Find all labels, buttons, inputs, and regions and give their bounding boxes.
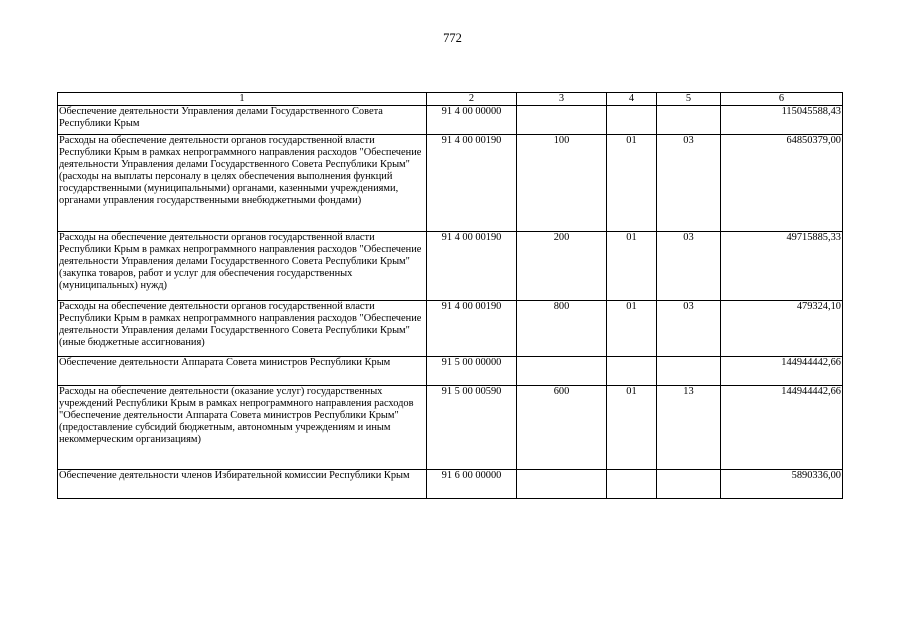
row-amount: 144944442,66 bbox=[721, 386, 843, 470]
row-target-code: 91 4 00 00190 bbox=[427, 232, 517, 301]
row-section: 01 bbox=[607, 135, 657, 232]
row-expense-type bbox=[517, 470, 607, 499]
row-section bbox=[607, 106, 657, 135]
row-expense-type: 200 bbox=[517, 232, 607, 301]
budget-table bbox=[57, 92, 843, 499]
table-row bbox=[58, 357, 843, 386]
row-expense-type: 600 bbox=[517, 386, 607, 470]
row-amount: 115045588,43 bbox=[721, 106, 843, 135]
table-row bbox=[58, 301, 843, 357]
table-row bbox=[58, 470, 843, 499]
row-subsection bbox=[657, 357, 721, 386]
row-section: 01 bbox=[607, 301, 657, 357]
row-amount: 144944442,66 bbox=[721, 357, 843, 386]
row-name: Расходы на обеспечение деятельности органов государственной власти Республики Крым в рамках непрограммного направления расходов "Обеспечение деятельности Управления делами Государственного Совета Республики Крым" (иные бюджетные ассигнования) bbox=[58, 301, 427, 357]
row-section bbox=[607, 470, 657, 499]
column-header-1: 1 bbox=[58, 93, 427, 106]
column-header-5: 5 bbox=[657, 93, 721, 106]
row-subsection bbox=[657, 470, 721, 499]
row-target-code: 91 4 00 00000 bbox=[427, 106, 517, 135]
row-expense-type: 800 bbox=[517, 301, 607, 357]
table-row bbox=[58, 386, 843, 470]
row-section bbox=[607, 357, 657, 386]
row-subsection: 13 bbox=[657, 386, 721, 470]
table-row bbox=[58, 106, 843, 135]
row-name: Обеспечение деятельности Управления делами Государственного Совета Республики Крым bbox=[58, 106, 427, 135]
row-name: Обеспечение деятельности членов Избирательной комиссии Республики Крым bbox=[58, 470, 427, 499]
table-row bbox=[58, 232, 843, 301]
row-target-code: 91 4 00 00190 bbox=[427, 135, 517, 232]
column-header-4: 4 bbox=[607, 93, 657, 106]
row-subsection: 03 bbox=[657, 301, 721, 357]
row-expense-type: 100 bbox=[517, 135, 607, 232]
table-row bbox=[58, 135, 843, 232]
column-header-2: 2 bbox=[427, 93, 517, 106]
column-header-3: 3 bbox=[517, 93, 607, 106]
row-amount: 479324,10 bbox=[721, 301, 843, 357]
row-expense-type bbox=[517, 106, 607, 135]
row-amount: 64850379,00 bbox=[721, 135, 843, 232]
row-name: Расходы на обеспечение деятельности (оказание услуг) государственных учреждений Республики Крым в рамках непрограммного направления расходов "Обеспечение деятельности Аппарата Совета министров Республики Крым" (предоставление субсидий бюджетным, автономным учреждениям и иным некоммерческим организациям) bbox=[58, 386, 427, 470]
row-target-code: 91 6 00 00000 bbox=[427, 470, 517, 499]
row-name: Обеспечение деятельности Аппарата Совета министров Республики Крым bbox=[58, 357, 427, 386]
row-subsection bbox=[657, 106, 721, 135]
row-target-code: 91 5 00 00000 bbox=[427, 357, 517, 386]
row-section: 01 bbox=[607, 232, 657, 301]
row-name: Расходы на обеспечение деятельности органов государственной власти Республики Крым в рамках непрограммного направления расходов "Обеспечение деятельности Управления делами Государственного Совета Республики Крым" (расходы на выплаты персоналу в целях обеспечения выполнения функций государственными (муниципальными) органами, казенными учреждениями, органами управления государственными внебюджетными фондами) bbox=[58, 135, 427, 232]
row-section: 01 bbox=[607, 386, 657, 470]
row-amount: 5890336,00 bbox=[721, 470, 843, 499]
row-expense-type bbox=[517, 357, 607, 386]
row-target-code: 91 5 00 00590 bbox=[427, 386, 517, 470]
row-subsection: 03 bbox=[657, 135, 721, 232]
row-target-code: 91 4 00 00190 bbox=[427, 301, 517, 357]
page-number: 772 bbox=[443, 31, 462, 45]
table-header-row bbox=[58, 93, 843, 106]
row-subsection: 03 bbox=[657, 232, 721, 301]
column-header-6: 6 bbox=[721, 93, 843, 106]
row-amount: 49715885,33 bbox=[721, 232, 843, 301]
row-name: Расходы на обеспечение деятельности органов государственной власти Республики Крым в рамках непрограммного направления расходов "Обеспечение деятельности Управления делами Государственного Совета Республики Крым" (закупка товаров, работ и услуг для обеспечения государственных (муниципальных) нужд) bbox=[58, 232, 427, 301]
